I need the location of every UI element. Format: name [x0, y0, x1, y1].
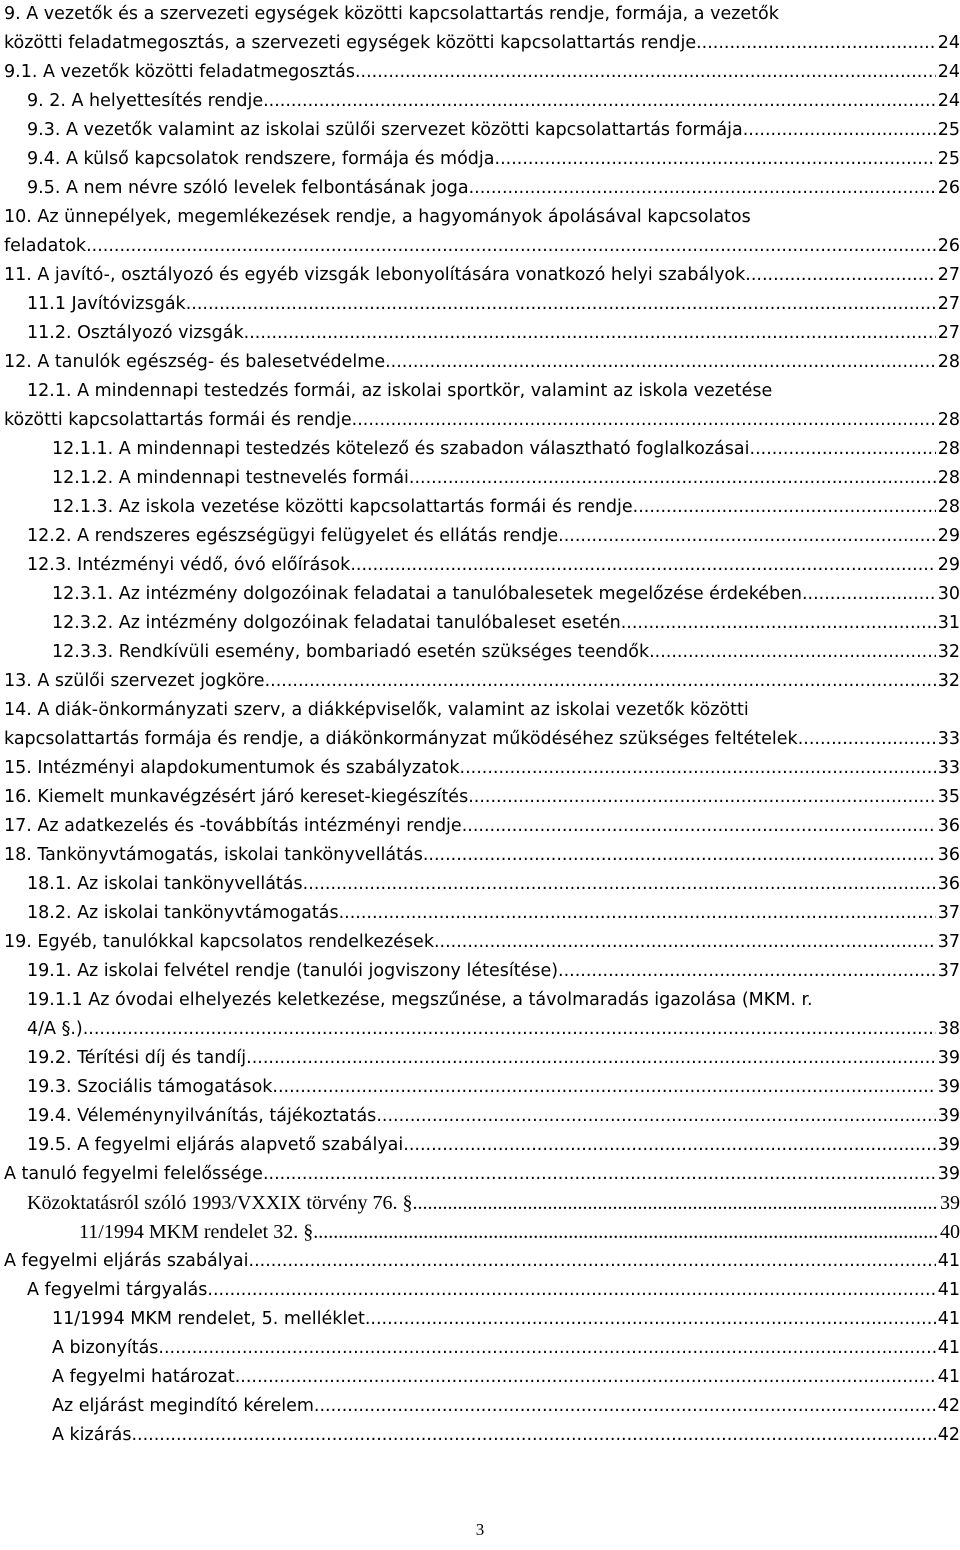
- toc-entry-page: 24: [937, 62, 960, 82]
- dot-leader: [263, 87, 936, 116]
- toc-entry[interactable]: [0, 203, 960, 261]
- toc-entry-title: 12.1.3. Az iskola vezetése közötti kapcsolattartás formái és rendje: [52, 497, 633, 517]
- toc-entry[interactable]: [0, 493, 960, 522]
- toc-entry-page: 36: [937, 845, 960, 865]
- page-number: 3: [475, 1520, 485, 1539]
- toc-entry-title: 4/A §.): [27, 1019, 83, 1039]
- toc-entry-title: 12.3.2. Az intézmény dolgozóinak feladatai tanulóbaleset esetén: [52, 613, 621, 633]
- toc-entry[interactable]: [0, 783, 960, 812]
- dot-leader: [798, 725, 936, 754]
- toc-entry-page: 41: [937, 1367, 960, 1387]
- toc-entry[interactable]: [0, 580, 960, 609]
- dot-leader: [385, 348, 936, 377]
- toc-entry-page: 41: [937, 1280, 960, 1300]
- toc-entry-page: 39: [937, 1048, 960, 1068]
- toc-entry-page: 29: [937, 526, 960, 546]
- toc-entry-page: 37: [937, 961, 960, 981]
- toc-entry-page: 24: [937, 91, 960, 111]
- dot-leader: [272, 1073, 935, 1102]
- toc-entry-page: 38: [937, 1019, 960, 1039]
- toc-entry-page: 39: [937, 1164, 960, 1184]
- toc-entry[interactable]: [0, 1363, 960, 1392]
- toc-entry-title: 11.2. Osztályozó vizsgák: [27, 323, 244, 343]
- dot-leader: [434, 928, 936, 957]
- toc-entry-title: 9.4. A külső kapcsolatok rendszere, formája és módja: [27, 149, 495, 169]
- toc-entry-title: 19.1. Az iskolai felvétel rendje (tanulói jogviszony létesítése): [27, 961, 559, 981]
- toc-entry[interactable]: [0, 522, 960, 551]
- toc-entry[interactable]: [0, 290, 960, 319]
- toc-entry-title-first-line: 14. A diák-önkormányzati szerv, a diákképviselők, valamint az iskolai vezetők közötti: [4, 700, 749, 720]
- toc-entry-page: 26: [937, 178, 960, 198]
- toc-entry[interactable]: [0, 899, 960, 928]
- dot-leader: [365, 1305, 936, 1334]
- toc-entry[interactable]: [0, 609, 960, 638]
- toc-entry-title: A fegyelmi tárgyalás: [27, 1280, 208, 1300]
- toc-entry-title: A kizárás: [52, 1425, 132, 1445]
- toc-entry-title: 19.4. Véleménynyilvánítás, tájékoztatás: [27, 1106, 377, 1126]
- dot-leader: [186, 290, 936, 319]
- toc-entry-title: A fegyelmi határozat: [52, 1367, 235, 1387]
- toc-entry-page: 32: [937, 642, 960, 662]
- toc-entry-title: 18. Tankönyvtámogatás, iskolai tankönyvellátás: [4, 845, 423, 865]
- toc-entry-page: 41: [937, 1338, 960, 1358]
- toc-entry-page: 39: [937, 1106, 960, 1126]
- dot-leader: [339, 899, 936, 928]
- toc-entry-page: 39: [937, 1077, 960, 1097]
- toc-entry-page: 26: [937, 236, 960, 256]
- toc-entry-page: 32: [937, 671, 960, 691]
- toc-entry-title-first-line: 10. Az ünnepélyek, megemlékezések rendje, a hagyományok ápolásával kapcsolatos: [4, 207, 751, 227]
- dot-leader: [83, 1015, 936, 1044]
- toc-entry-title: Közoktatásról szóló 1993/VXXIX törvény 76. §: [27, 1192, 413, 1214]
- toc-entry[interactable]: [0, 435, 960, 464]
- dot-leader: [403, 1131, 935, 1160]
- toc-entry-page: 41: [937, 1251, 960, 1271]
- dot-leader: [314, 1392, 936, 1421]
- toc-entry-title: 16. Kiemelt munkavégzésért járó kereset-kiegészítés: [4, 787, 469, 807]
- toc-entry-page: 36: [937, 874, 960, 894]
- toc-entry[interactable]: [0, 1131, 960, 1160]
- toc-entry[interactable]: [0, 754, 960, 783]
- toc-entry[interactable]: [0, 928, 960, 957]
- toc-entry-title: Az eljárást megindító kérelem: [52, 1396, 314, 1416]
- toc-entry-title: 19.2. Térítési díj és tandíj: [27, 1048, 247, 1068]
- toc-entry[interactable]: [0, 957, 960, 986]
- dot-leader: [633, 493, 936, 522]
- toc-entry-title: 19.3. Szociális támogatások: [27, 1077, 273, 1097]
- toc-entry[interactable]: [0, 261, 960, 290]
- dot-leader: [303, 870, 936, 899]
- dot-leader: [621, 609, 936, 638]
- dot-leader: [468, 783, 936, 812]
- toc-entry-title: 9.5. A nem névre szóló levelek felbontásának joga: [27, 178, 469, 198]
- toc-entry-page: 27: [937, 323, 960, 343]
- dot-leader: [265, 667, 936, 696]
- dot-leader: [745, 261, 935, 290]
- toc-entry[interactable]: [0, 87, 960, 116]
- toc-entry-page: 29: [937, 555, 960, 575]
- toc-entry-title: A fegyelmi eljárás szabályai: [4, 1251, 249, 1271]
- dot-leader: [495, 145, 936, 174]
- toc-entry-title: 12. A tanulók egészség- és balesetvédelme: [4, 352, 386, 372]
- toc-entry-title: 12.1.2. A mindennapi testnevelés formái: [52, 468, 409, 488]
- dot-leader: [558, 522, 936, 551]
- toc-entry[interactable]: [0, 812, 960, 841]
- toc-entry-title: 12.3. Intézményi védő, óvó előírások: [27, 555, 351, 575]
- toc-entry[interactable]: [0, 1276, 960, 1305]
- toc-entry[interactable]: [0, 1247, 960, 1276]
- toc-entry[interactable]: [0, 551, 960, 580]
- toc-entry-title: közötti feladatmegosztás, a szervezeti egységek közötti kapcsolattartás rendje: [4, 33, 697, 53]
- toc-entry[interactable]: [0, 870, 960, 899]
- dot-leader: [355, 58, 936, 87]
- toc-entry-page: 37: [937, 932, 960, 952]
- toc-entry-page: 25: [937, 120, 960, 140]
- toc-entry[interactable]: [0, 638, 960, 667]
- toc-entry[interactable]: [0, 1160, 960, 1189]
- toc-entry[interactable]: [0, 1392, 960, 1421]
- dot-leader: [649, 638, 936, 667]
- dot-leader: [313, 1218, 938, 1247]
- toc-entry-title: 9. 2. A helyettesítés rendje: [27, 91, 264, 111]
- toc-entry-page: 40: [940, 1221, 960, 1243]
- dot-leader: [376, 1102, 935, 1131]
- toc-entry-title: 12.3.3. Rendkívüli esemény, bombariadó esetén szükséges teendők: [52, 642, 650, 662]
- toc-entry[interactable]: [0, 696, 960, 754]
- dot-leader: [802, 580, 936, 609]
- toc-entry-page: 39: [937, 1135, 960, 1155]
- toc-entry[interactable]: [0, 319, 960, 348]
- dot-leader: [423, 841, 936, 870]
- toc-entry[interactable]: [0, 1189, 960, 1218]
- toc-entry[interactable]: [0, 1305, 960, 1334]
- toc-entry[interactable]: [0, 0, 960, 58]
- dot-leader: [750, 435, 936, 464]
- toc-entry[interactable]: [0, 1218, 960, 1247]
- dot-leader: [244, 319, 936, 348]
- dot-leader: [409, 464, 936, 493]
- toc-entry[interactable]: [0, 174, 960, 203]
- toc-entry-title: 13. A szülői szervezet jogköre: [4, 671, 265, 691]
- dot-leader: [413, 1189, 939, 1218]
- toc-entry-title: 15. Intézményi alapdokumentumok és szabályzatok: [4, 758, 460, 778]
- dot-leader: [246, 1044, 936, 1073]
- toc-entry[interactable]: [0, 1421, 960, 1450]
- toc-entry-page: 27: [937, 265, 960, 285]
- toc-entry-page: 27: [937, 294, 960, 314]
- toc-entry[interactable]: [0, 464, 960, 493]
- toc-entry-title: A tanuló fegyelmi felelőssége: [4, 1164, 263, 1184]
- dot-leader: [207, 1276, 935, 1305]
- toc-entry-page: 31: [937, 613, 960, 633]
- toc-entry-title: 19. Egyéb, tanulókkal kapcsolatos rendelkezések: [4, 932, 434, 952]
- toc-entry[interactable]: [0, 377, 960, 435]
- toc-entry-title-first-line: 12.1. A mindennapi testedzés formái, az iskolai sportkör, valamint az iskola vezetése: [27, 381, 773, 401]
- toc-entry-page: 42: [937, 1425, 960, 1445]
- toc-entry-page: 25: [937, 149, 960, 169]
- toc-entry[interactable]: [0, 58, 960, 87]
- toc-entry-title: feladatok: [4, 236, 87, 256]
- toc-entry-page: 33: [937, 758, 960, 778]
- dot-leader: [352, 406, 936, 435]
- toc-entry[interactable]: [0, 1073, 960, 1102]
- toc-entry-title-first-line: 19.1.1 Az óvodai elhelyezés keletkezése, megszűnése, a távolmaradás igazolása (MKM. r.: [27, 990, 813, 1010]
- toc-entry[interactable]: [0, 116, 960, 145]
- toc-entry-page: 28: [937, 352, 960, 372]
- toc-entry[interactable]: [0, 348, 960, 377]
- toc-entry-title: A bizonyítás: [52, 1338, 159, 1358]
- toc-entry-page: 36: [937, 816, 960, 836]
- toc-entry-title: 18.2. Az iskolai tankönyvtámogatás: [27, 903, 339, 923]
- toc-entry[interactable]: [0, 986, 960, 1044]
- toc-entry-page: 35: [937, 787, 960, 807]
- toc-entry-page: 30: [937, 584, 960, 604]
- dot-leader: [460, 754, 936, 783]
- toc-entry-title: 11. A javító-, osztályozó és egyéb vizsgák lebonyolítására vonatkozó helyi szabályok: [4, 265, 746, 285]
- dot-leader: [235, 1363, 936, 1392]
- toc-entry-title: 12.3.1. Az intézmény dolgozóinak feladatai a tanulóbalesetek megelőzése érdekében: [52, 584, 802, 604]
- dot-leader: [158, 1334, 935, 1363]
- toc-entry[interactable]: [0, 145, 960, 174]
- toc-entry-title: kapcsolattartás formája és rendje, a diákönkormányzat működéséhez szükséges feltételek: [4, 729, 798, 749]
- dot-leader: [131, 1421, 935, 1450]
- toc-entry-page: 28: [937, 410, 960, 430]
- toc-entry-title: közötti kapcsolattartás formái és rendje: [4, 410, 352, 430]
- toc-entry-page: 28: [937, 439, 960, 459]
- toc-entry-title: 17. Az adatkezelés és -továbbítás intézményi rendje: [4, 816, 462, 836]
- toc-entry-title: 12.2. A rendszeres egészségügyi felügyelet és ellátás rendje: [27, 526, 559, 546]
- dot-leader: [743, 116, 936, 145]
- toc-entry-title: 9.1. A vezetők közötti feladatmegosztás: [4, 62, 355, 82]
- toc-entry-page: 28: [937, 468, 960, 488]
- dot-leader: [86, 232, 936, 261]
- toc-entry-title: 12.1.1. A mindennapi testedzés kötelező és szabadon választható foglalkozásai: [52, 439, 750, 459]
- toc-entry-title: 11/1994 MKM rendelet 32. §: [79, 1221, 314, 1243]
- dot-leader: [469, 174, 936, 203]
- dot-leader: [350, 551, 935, 580]
- toc-entry-page: 33: [937, 729, 960, 749]
- toc-entry-page: 41: [937, 1309, 960, 1329]
- toc-entry-title: 18.1. Az iskolai tankönyvellátás: [27, 874, 303, 894]
- toc-entry[interactable]: [0, 1102, 960, 1131]
- dot-leader: [696, 29, 936, 58]
- toc-entry[interactable]: [0, 841, 960, 870]
- toc-entry[interactable]: [0, 1044, 960, 1073]
- dot-leader: [249, 1247, 936, 1276]
- toc-entry-page: 24: [937, 33, 960, 53]
- toc-entry-title: 9.3. A vezetők valamint az iskolai szülői szervezet közötti kapcsolattartás formája: [27, 120, 743, 140]
- toc-entry[interactable]: [0, 1334, 960, 1363]
- dot-leader: [263, 1160, 936, 1189]
- toc-entry-page: 28: [937, 497, 960, 517]
- toc-entry-page: 42: [937, 1396, 960, 1416]
- toc-entry[interactable]: [0, 667, 960, 696]
- toc-entry-page: 39: [940, 1192, 960, 1214]
- dot-leader: [558, 957, 936, 986]
- toc-entry-page: 37: [937, 903, 960, 923]
- dot-leader: [462, 812, 936, 841]
- toc-entry-title: 11/1994 MKM rendelet, 5. melléklet: [52, 1309, 365, 1329]
- toc-entry-title: 19.5. A fegyelmi eljárás alapvető szabályai: [27, 1135, 404, 1155]
- toc-entry-title-first-line: 9. A vezetők és a szervezeti egységek közötti kapcsolattartás rendje, formája, a vezetők: [4, 4, 779, 24]
- toc-entry-title: 11.1 Javítóvizsgák: [27, 294, 186, 314]
